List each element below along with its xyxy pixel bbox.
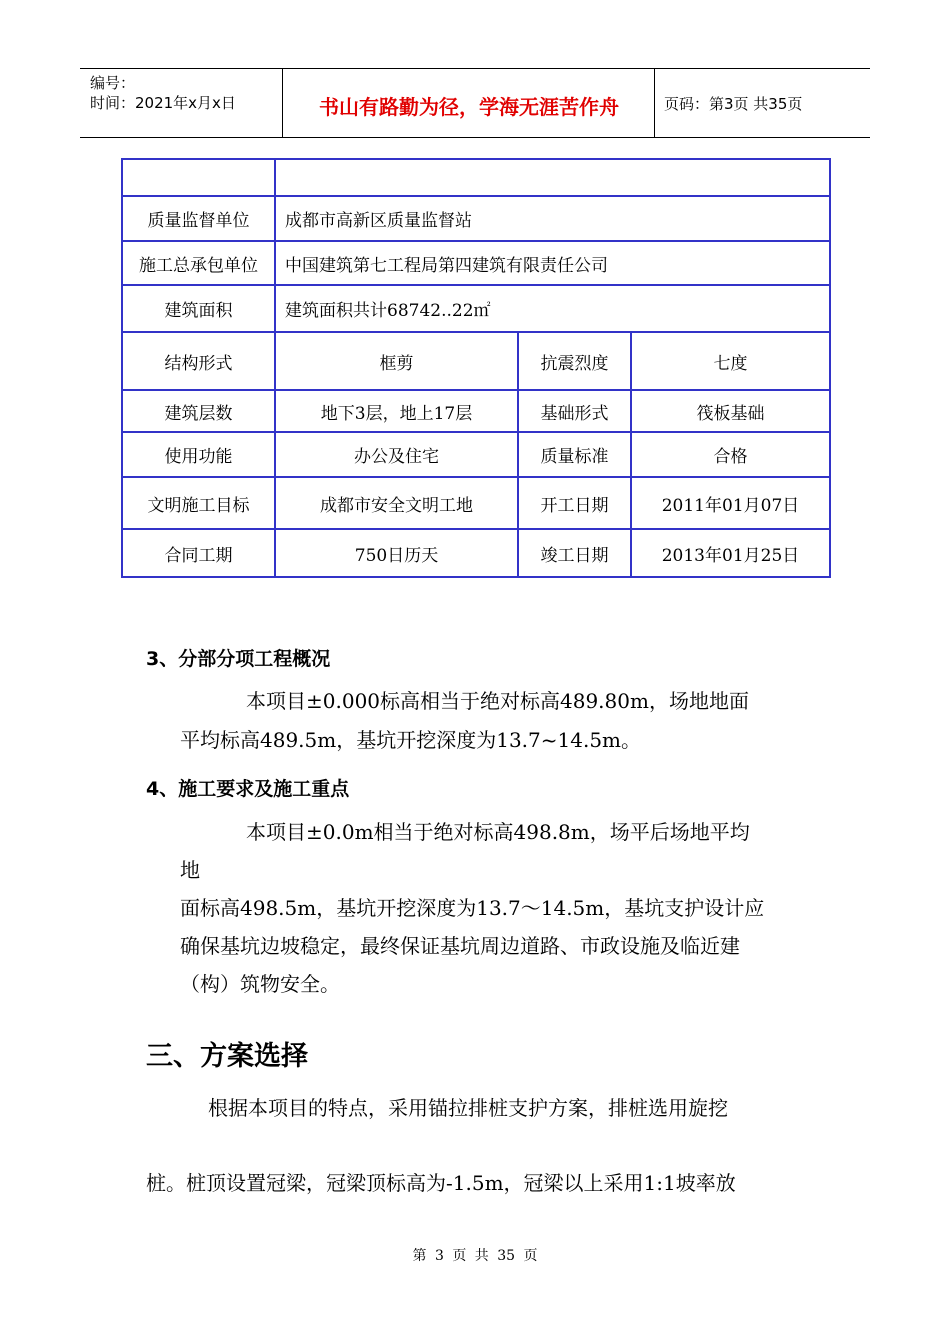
doc-time: 时间：2021年x月x日	[90, 94, 236, 112]
header-divider-right	[654, 69, 655, 137]
header-meta	[90, 73, 236, 113]
table-cell: 合格	[631, 432, 830, 477]
table-cell: 使用功能	[122, 432, 275, 477]
section-3-heading: 3、分部分项工程概况	[146, 648, 331, 670]
table-cell	[275, 159, 830, 196]
table-row	[122, 529, 830, 577]
table-row	[122, 241, 830, 285]
table-cell: 筏板基础	[631, 390, 830, 432]
table-cell: 框剪	[275, 332, 518, 390]
chapter-3-text-line: 根据本项目的特点，采用锚拉排桩支护方案，排桩选用旋挖	[208, 1096, 728, 1120]
table-cell: 质量监督单位	[122, 196, 275, 241]
section-4-heading: 4、施工要求及施工重点	[146, 778, 350, 800]
section-4-text-line: 本项目±0.0m相当于绝对标高498.8m，场平后场地平均	[246, 820, 750, 844]
project-info-table	[121, 158, 831, 578]
table-cell: 建筑层数	[122, 390, 275, 432]
table-cell: 成都市高新区质量监督站	[275, 196, 830, 241]
footer-total-label: 共	[474, 1248, 489, 1264]
table-cell: 基础形式	[518, 390, 631, 432]
table-cell: 合同工期	[122, 529, 275, 577]
section-4-text-line: 面标高498.5m，基坑开挖深度为13.7～14.5m，基坑支护设计应	[180, 896, 765, 920]
section-3-text-line: 本项目±0.000标高相当于绝对标高489.80m，场地地面	[246, 689, 749, 713]
table-row	[122, 390, 830, 432]
table-cell: 建筑面积	[122, 285, 275, 332]
section-4-text-line: 确保基坑边坡稳定，最终保证基坑周边道路、市政设施及临近建	[180, 934, 740, 958]
table-cell: 竣工日期	[518, 529, 631, 577]
table-row	[122, 285, 830, 332]
table-cell: 抗震烈度	[518, 332, 631, 390]
table-row	[122, 432, 830, 477]
table-cell: 质量标准	[518, 432, 631, 477]
header-divider-left	[282, 69, 283, 137]
page-header	[80, 68, 870, 138]
table-cell: 七度	[631, 332, 830, 390]
chapter-3-text-line: 桩。桩顶设置冠梁，冠梁顶标高为-1.5m，冠梁以上采用1:1坡率放	[146, 1171, 736, 1195]
table-cell: 建筑面积共计68742..22㎡	[275, 285, 830, 332]
table-row	[122, 196, 830, 241]
header-page-info: 页码：第3页 共35页	[664, 95, 803, 113]
section-4-text-line: （构）筑物安全。	[180, 972, 340, 996]
footer-total-unit: 页	[523, 1248, 538, 1264]
chapter-3-heading: 三、方案选择	[146, 1041, 308, 1072]
table-cell: 地下3层，地上17层	[275, 390, 518, 432]
section-3-text-line: 平均标高489.5m，基坑开挖深度为13.7~14.5m。	[180, 728, 642, 752]
footer-page-unit: 页	[452, 1248, 467, 1264]
table-row	[122, 159, 830, 196]
table-cell: 文明施工目标	[122, 477, 275, 529]
table-row	[122, 477, 830, 529]
table-cell: 结构形式	[122, 332, 275, 390]
table-cell: 开工日期	[518, 477, 631, 529]
page-footer	[0, 1245, 950, 1265]
section-4-text-line: 地	[180, 858, 200, 882]
table-row	[122, 332, 830, 390]
footer-total-number: 35	[497, 1248, 516, 1264]
table-cell: 2013年01月25日	[631, 529, 830, 577]
table-cell: 750日历天	[275, 529, 518, 577]
table-cell: 施工总承包单位	[122, 241, 275, 285]
table-cell: 办公及住宅	[275, 432, 518, 477]
table-cell	[122, 159, 275, 196]
table-cell: 中国建筑第七工程局第四建筑有限责任公司	[275, 241, 830, 285]
doc-number: 编号：	[90, 74, 136, 92]
footer-page-label: 第	[412, 1248, 427, 1264]
header-slogan: 书山有路勤为径，学海无涯苦作舟	[319, 95, 619, 119]
footer-page-number: 3	[434, 1248, 444, 1264]
table-cell: 成都市安全文明工地	[275, 477, 518, 529]
table-cell: 2011年01月07日	[631, 477, 830, 529]
